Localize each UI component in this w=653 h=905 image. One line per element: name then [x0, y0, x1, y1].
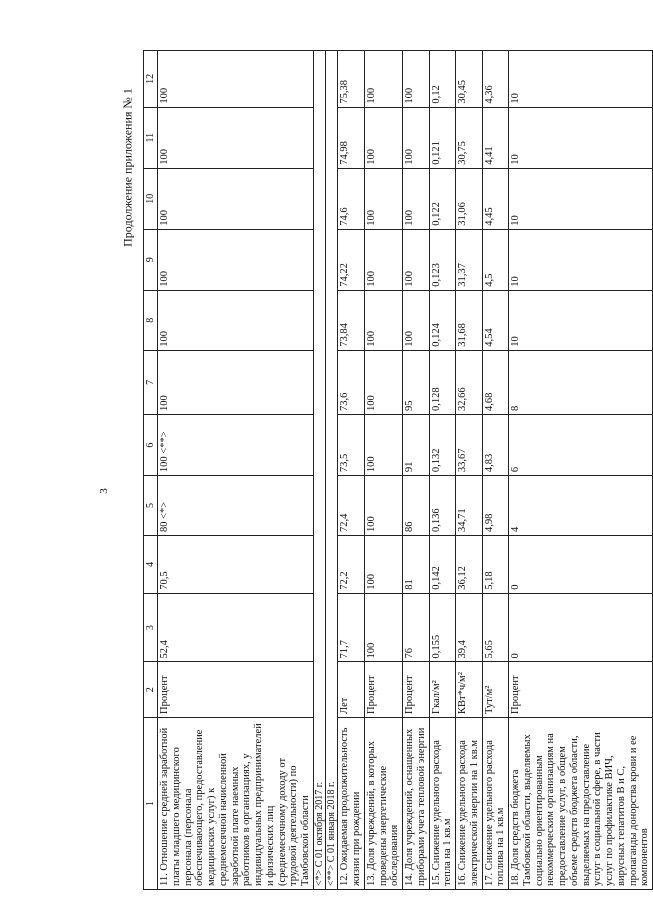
value-cell: 100 [403, 290, 430, 350]
value-cell: 10 [509, 290, 653, 350]
indicator-unit: Процент [403, 662, 430, 717]
table-row [338, 51, 365, 890]
value-cell: 10 [509, 229, 653, 290]
value-cell: 0,12 [429, 51, 456, 108]
value-cell: 100 [158, 51, 314, 108]
indicator-unit: Гкал/м² [429, 662, 456, 717]
value-cell: 73,84 [338, 290, 365, 350]
table-row [158, 51, 314, 890]
value-cell: 100 [158, 290, 314, 350]
value-cell: 4,5 [482, 229, 509, 290]
value-cell: 36,12 [456, 536, 483, 594]
header-cell: 6 [144, 415, 158, 476]
header-cell: 10 [144, 168, 158, 229]
indicators-table [143, 50, 653, 890]
value-cell: 100 [364, 107, 402, 168]
table-row [509, 51, 653, 890]
header-cell: 4 [144, 536, 158, 594]
value-cell: 4,41 [482, 107, 509, 168]
value-cell: 100 [158, 107, 314, 168]
value-cell: 0,124 [429, 290, 456, 350]
value-cell: 100 [158, 350, 314, 414]
value-cell: 100 [158, 229, 314, 290]
value-cell: 100 [158, 168, 314, 229]
value-cell: 52,4 [158, 593, 314, 662]
value-cell: 32,66 [456, 350, 483, 414]
indicator-name: 12. Ожидаемая продолжительность жизни при рождении [338, 717, 365, 889]
rotated-table-wrapper [143, 50, 651, 890]
header-cell: 2 [144, 662, 158, 717]
indicator-name: 13. Доля учреждений, в которых проведены энергетические обследования [364, 717, 402, 889]
footnote-row [326, 51, 338, 890]
indicator-name: 14. Доля учреждений, оснащенных приборами учета тепловой энергии [403, 717, 430, 889]
page-number: 3 [97, 488, 110, 494]
indicator-name: 17. Снижение удельного расхода топлива на 1 кв.м [482, 717, 509, 889]
value-cell: 100 [403, 168, 430, 229]
value-cell: 4,45 [482, 168, 509, 229]
value-cell: 100 [364, 229, 402, 290]
value-cell: 0,128 [429, 350, 456, 414]
indicator-name: 18. Доля средств бюджета Тамбовской области, выделяемых социально ориентированным некоммерческим организациям на предоставление услуг, в общем объеме средств бюджета области, выделяемых на предоставление услуг в социальной сфере, в части услуг по профилактике ВИЧ, вирусных гепатитов В и С, пропаганды донорства крови и ее компонентов [509, 717, 653, 889]
value-cell: 31,68 [456, 290, 483, 350]
value-cell: 100 [364, 593, 402, 662]
value-cell: 4,83 [482, 415, 509, 476]
value-cell: 8 [509, 350, 653, 414]
indicator-unit: Процент [509, 662, 653, 717]
header-cell: 3 [144, 593, 158, 662]
value-cell: 0 [509, 593, 653, 662]
indicators-body [338, 51, 653, 890]
value-cell: 0,122 [429, 168, 456, 229]
value-cell: 74,6 [338, 168, 365, 229]
value-cell: 95 [403, 350, 430, 414]
table-row [403, 51, 430, 890]
value-cell: 73,5 [338, 415, 365, 476]
value-cell: 74,98 [338, 107, 365, 168]
value-cell: 80 <*> [158, 476, 314, 536]
header-cell: 12 [144, 51, 158, 108]
value-cell: 10 [509, 168, 653, 229]
indicator-name: 16. Снижение удельного расхода электрической энергии на 1 кв.м [456, 717, 483, 889]
value-cell: 73,6 [338, 350, 365, 414]
indicator-unit: Процент [364, 662, 402, 717]
indicator-name: 11. Отношение средней заработной платы младшего медицинского персонала (персонала обеспечивающего, предоставление медицинских услуг) к среднемесячной начисленной заработной плате наемных работников в организациях, у индивидуальных предпринимателей и физических лиц (среднемесячному доходу от трудовой деятельности) по Тамбовской области [158, 717, 314, 889]
value-cell: 100 [403, 51, 430, 108]
value-cell: 4,36 [482, 51, 509, 108]
appendix-title: Продолжение приложения № 1 [120, 88, 135, 247]
value-cell: 100 [364, 415, 402, 476]
value-cell: 100 [364, 476, 402, 536]
value-cell: 4,68 [482, 350, 509, 414]
value-cell: 34,71 [456, 476, 483, 536]
value-cell: 0,155 [429, 593, 456, 662]
value-cell: 100 [364, 350, 402, 414]
value-cell: 0,142 [429, 536, 456, 594]
indicator-name: 15. Снижение удельного расхода тепла на 1 кв.м [429, 717, 456, 889]
value-cell: 0,121 [429, 107, 456, 168]
header-cell: 1 [144, 717, 158, 889]
indicator-unit: КВт*ч/м² [456, 662, 483, 717]
value-cell: 10 [509, 107, 653, 168]
value-cell: 6 [509, 415, 653, 476]
value-cell: 4,54 [482, 290, 509, 350]
footnote-row [313, 51, 325, 890]
table-row [482, 51, 509, 890]
value-cell: 76 [403, 593, 430, 662]
header-row [144, 51, 158, 890]
table-row [456, 51, 483, 890]
indicator-unit: Тут/м² [482, 662, 509, 717]
header-cell: 7 [144, 350, 158, 414]
value-cell: 31,06 [456, 168, 483, 229]
value-cell: 4 [509, 476, 653, 536]
value-cell: 86 [403, 476, 430, 536]
value-cell: 100 [364, 168, 402, 229]
value-cell: 70,5 [158, 536, 314, 594]
value-cell: 31,37 [456, 229, 483, 290]
value-cell: 4,98 [482, 476, 509, 536]
value-cell: 91 [403, 415, 430, 476]
value-cell: 72,4 [338, 476, 365, 536]
value-cell: 0,136 [429, 476, 456, 536]
value-cell: 39,4 [456, 593, 483, 662]
value-cell: 100 [403, 229, 430, 290]
value-cell: 100 [364, 536, 402, 594]
header-cell: 8 [144, 290, 158, 350]
indicator-unit: Процент [158, 662, 314, 717]
header-cell: 5 [144, 476, 158, 536]
indicator-unit: Лет [338, 662, 365, 717]
value-cell: 100 [364, 51, 402, 108]
value-cell: 74,22 [338, 229, 365, 290]
value-cell: 0,132 [429, 415, 456, 476]
value-cell: 5,65 [482, 593, 509, 662]
indicators-table-frame [143, 50, 651, 890]
value-cell: 0,123 [429, 229, 456, 290]
value-cell: 100 [364, 290, 402, 350]
value-cell: 75,38 [338, 51, 365, 108]
value-cell: 30,75 [456, 107, 483, 168]
table-row [429, 51, 456, 890]
header-cell: 9 [144, 229, 158, 290]
value-cell: 72,2 [338, 536, 365, 594]
footnote: <**> С 01 января 2018 г. [326, 51, 338, 890]
footnote: <*> С 01 октября 2017 г. [313, 51, 325, 890]
value-cell: 30,45 [456, 51, 483, 108]
value-cell: 71,7 [338, 593, 365, 662]
table-row [364, 51, 402, 890]
value-cell: 5,18 [482, 536, 509, 594]
value-cell: 81 [403, 536, 430, 594]
value-cell: 100 <**> [158, 415, 314, 476]
header-cell: 11 [144, 107, 158, 168]
value-cell: 10 [509, 51, 653, 108]
value-cell: 100 [403, 107, 430, 168]
value-cell: 0 [509, 536, 653, 594]
value-cell: 33,67 [456, 415, 483, 476]
